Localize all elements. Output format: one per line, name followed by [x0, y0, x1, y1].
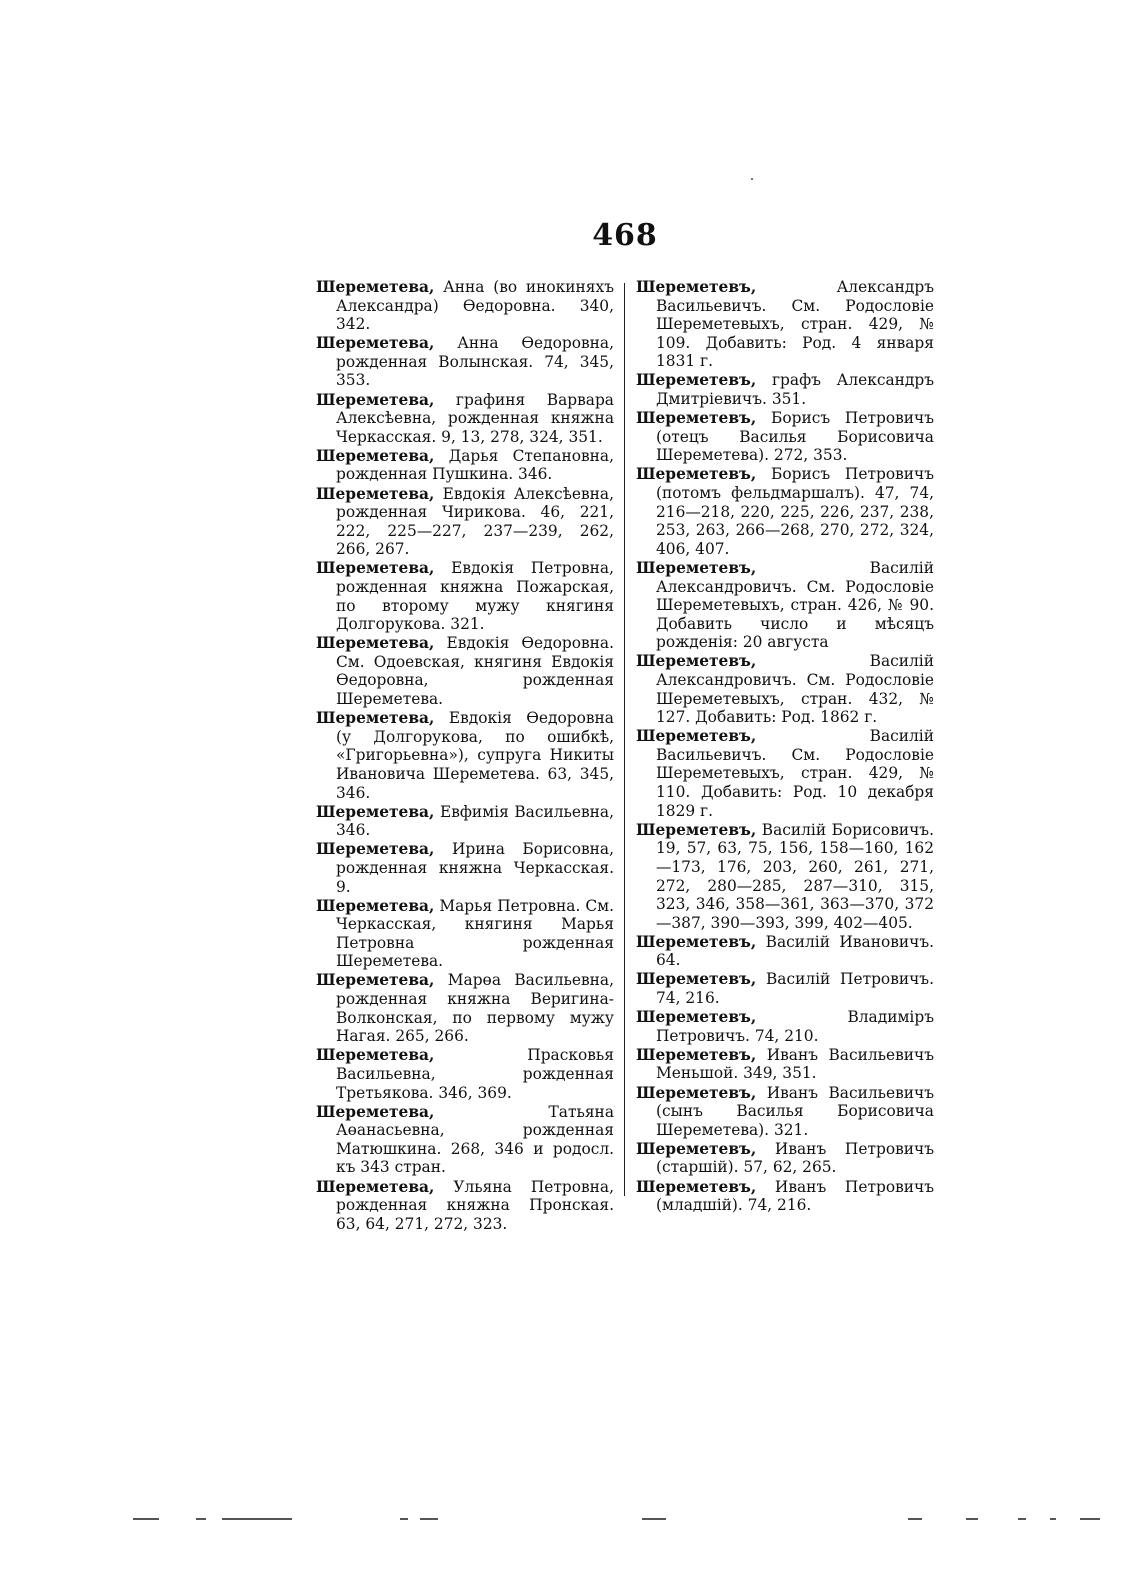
entry-text: Дарья Степановна, рожденная Пушкина. 346. [336, 446, 614, 484]
entry-text: Иванъ Петровичъ (старшій). 57, 62, 265. [656, 1139, 934, 1177]
index-entry [636, 933, 934, 970]
entry-text: Марья Петровна. См. Черкасская, княгиня Марья Петровна рожденная Шереметева. [336, 896, 614, 971]
entry-surname: Шереметева, [316, 484, 435, 503]
entry-text: Иванъ Петровичъ (младшій). 74, 216. [656, 1177, 934, 1215]
entry-surname: Шереметевъ, [636, 820, 757, 839]
index-entry [636, 559, 934, 652]
entry-surname: Шереметева, [316, 1046, 435, 1065]
entry-text: Марөа Васильевна, рожденная княжна Веригина-Волконская, по первому мужу Нагая. 265, 266. [336, 971, 614, 1046]
entry-text: графъ Александръ Дмитріевичъ. 351. [656, 371, 934, 409]
index-column-left [316, 278, 614, 1234]
entry-surname: Шереметевъ, [636, 1008, 757, 1027]
entry-surname: Шереметева, [316, 334, 435, 353]
scan-speck [751, 178, 753, 180]
entry-surname: Шереметева, [316, 390, 435, 409]
entry-surname: Шереметевъ, [636, 558, 757, 577]
entry-text: Прасковья Васильевна, рожденная Третьякова. 346, 369. [336, 1046, 614, 1102]
entry-surname: Шереметевъ, [636, 1177, 757, 1196]
index-entry [636, 278, 934, 371]
index-entry [316, 897, 614, 971]
index-entry [636, 1178, 934, 1215]
scan-artifact [966, 1518, 978, 1520]
entry-text: Василій Петровичъ. 74, 216. [656, 970, 934, 1008]
entry-text: Анна (во инокиняхъ Александра) Өедоровна. 340, 342. [336, 278, 614, 334]
entry-surname: Шереметевъ, [636, 371, 757, 390]
entry-surname: Шереметевъ, [636, 1045, 757, 1064]
entry-text: Евфимія Васильевна, 346. [336, 802, 614, 840]
index-entry [636, 1140, 934, 1177]
entry-surname: Шереметева, [316, 709, 435, 728]
scan-artifact [222, 1518, 292, 1520]
entry-surname: Шереметева, [316, 446, 435, 465]
scan-artifact [642, 1518, 666, 1520]
index-entry [636, 371, 934, 408]
index-entry [316, 447, 614, 484]
entry-text: Евдокія Петровна, рожденная княжна Пожарская, по второму мужу княгиня Долгорукова. 321. [336, 559, 614, 634]
entry-text: графиня Варвара Алексѣевна, рожденная княжна Черкасская. 9, 13, 278, 324, 351. [336, 390, 614, 446]
entry-text: Василій Александровичъ. См. Родословіе Шереметевыхъ, стран. 432, № 127. Добавить: Род. 1862 г. [656, 652, 934, 727]
index-entry [316, 485, 614, 559]
index-entry [316, 803, 614, 840]
index-entry [316, 559, 614, 633]
entry-surname: Шереметевъ, [636, 465, 757, 484]
entry-text: Борисъ Петровичъ (отецъ Василья Борисовича Шереметева). 272, 353. [656, 409, 934, 465]
index-entry [316, 278, 614, 334]
index-entry [636, 727, 934, 820]
entry-surname: Шереметевъ, [636, 652, 757, 671]
entry-surname: Шереметева, [316, 802, 435, 821]
entry-surname: Шереметевъ, [636, 1083, 757, 1102]
index-entry [636, 1046, 934, 1083]
entry-text: Ульяна Петровна, рожденная княжна Пронская. 63, 64, 271, 272, 323. [336, 1177, 614, 1233]
index-entry [636, 821, 934, 933]
index-column-right [636, 278, 934, 1215]
scan-artifact [1018, 1518, 1026, 1520]
index-entry [316, 391, 614, 447]
scan-artifact [420, 1518, 438, 1520]
index-entry [316, 709, 614, 802]
index-entry [316, 840, 614, 896]
entry-text: Евдокія Алексѣевна, рожденная Чирикова. 46, 221, 222, 225—227, 237—239, 262, 266, 267. [336, 484, 614, 559]
entry-text: Иванъ Васильевичъ Меньшой. 349, 351. [656, 1045, 934, 1083]
entry-text: Василій Борисовичъ. 19, 57, 63, 75, 156, 158—160, 162—173, 176, 203, 260, 261, 271, 272, 280—285, 287—310, 315, 323, 346, 358—361, 363—370, 372—387, 390—393, 399, 402—405. [656, 820, 934, 932]
index-entry [636, 465, 934, 558]
entry-surname: Шереметевъ, [636, 278, 757, 296]
entry-surname: Шереметева, [316, 840, 435, 859]
scan-artifact [133, 1518, 159, 1520]
index-entry [636, 652, 934, 726]
index-entry [316, 1103, 614, 1177]
entry-surname: Шереметева, [316, 559, 435, 578]
scan-artifact [196, 1518, 206, 1520]
entry-surname: Шереметевъ, [636, 970, 757, 989]
index-entry [636, 970, 934, 1007]
entry-text: Ирина Борисовна, рожденная княжна Черкасская. 9. [336, 840, 614, 896]
index-entry [316, 334, 614, 390]
column-divider [624, 283, 625, 1196]
index-entry [636, 1084, 934, 1140]
entry-surname: Шереметева, [316, 1177, 435, 1196]
scan-artifact [1080, 1518, 1100, 1520]
entry-text: Василій Александровичъ. См. Родословіе Шереметевыхъ, стран. 426, № 90. Добавить число и мѣсяцъ рожденія: 20 августа [656, 558, 934, 652]
index-entry [316, 1046, 614, 1102]
entry-surname: Шереметевъ, [636, 1139, 757, 1158]
entry-text: Евдокія Өедоровна. См. Одоевская, княгиня Евдокія Өедоровна, рожденная Шереметева. [336, 634, 614, 709]
page-number: 468 [592, 218, 658, 253]
scan-artifact [400, 1518, 408, 1520]
index-entry [636, 409, 934, 465]
index-entry [316, 1178, 614, 1234]
entry-text: Татьяна Аөанасьевна, рожденная Матюшкина. 268, 346 и родосл. къ 343 стран. [336, 1102, 614, 1177]
index-entry [316, 971, 614, 1045]
scan-artifact [1050, 1518, 1056, 1520]
entry-text: Иванъ Васильевичъ (сынъ Василья Борисовича Шереметева). 321. [656, 1083, 934, 1139]
entry-surname: Шереметева, [316, 1102, 435, 1121]
entry-surname: Шереметева, [316, 971, 435, 990]
entry-text: Борисъ Петровичъ (потомъ фельдмаршалъ). 47, 74, 216—218, 220, 225, 226, 237, 238, 253, 263, 266—268, 270, 272, 324, 406, 407. [656, 465, 934, 558]
entry-text: Василій Ивановичъ. 64. [656, 932, 934, 970]
entry-surname: Шереметевъ, [636, 727, 757, 746]
entry-text: Анна Өедоровна, рожденная Волынская. 74, 345, 353. [336, 334, 614, 390]
index-entry [636, 1008, 934, 1045]
entry-text: Александръ Васильевичъ. См. Родословіе Шереметевыхъ, стран. 429, № 109. Добавить: Род. 4 января 1831 г. [656, 278, 934, 371]
index-entry [316, 634, 614, 708]
entry-surname: Шереметевъ, [636, 409, 757, 428]
entry-text: Владиміръ Петровичъ. 74, 210. [656, 1008, 934, 1045]
entry-surname: Шереметева, [316, 896, 435, 915]
entry-surname: Шереметева, [316, 278, 435, 296]
entry-text: Василій Васильевичъ. См. Родословіе Шереметевыхъ, стран. 429, № 110. Добавить: Род. 10 декабря 1829 г. [656, 727, 934, 820]
entry-surname: Шереметевъ, [636, 932, 757, 951]
scan-artifact [908, 1518, 922, 1520]
entry-surname: Шереметева, [316, 634, 435, 653]
entry-text: Евдокія Өедоровна (у Долгорукова, по ошибкѣ, «Григорьевна»), супруга Никиты Ивановича Шереметева. 63, 345, 346. [336, 709, 614, 802]
